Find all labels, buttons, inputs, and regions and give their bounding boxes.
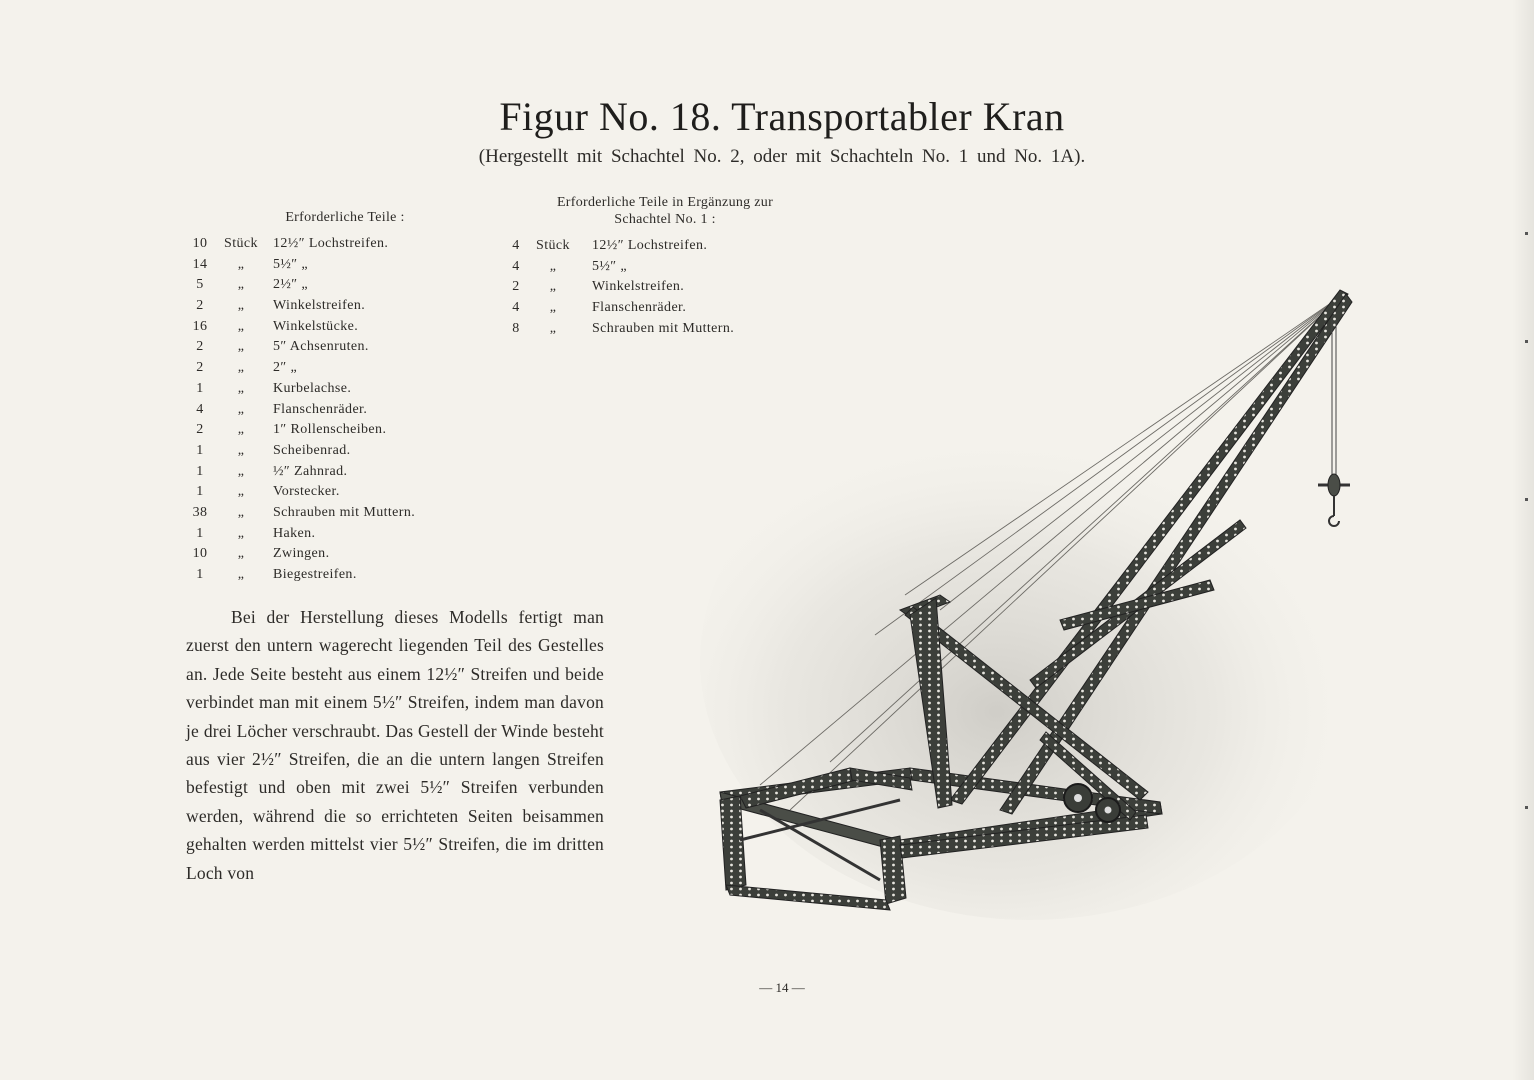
edge-mark: [1525, 340, 1528, 343]
part-unit: „: [549, 320, 557, 336]
parts-list-row: [188, 420, 508, 441]
parts-list-row: [508, 236, 828, 257]
part-unit: „: [237, 277, 245, 293]
parts-list-row: [188, 379, 508, 400]
parts-list-row: [188, 337, 508, 358]
edge-mark: [1525, 806, 1528, 809]
part-description: 1″ Rollenscheiben.: [273, 422, 387, 438]
part-quantity: 1: [196, 525, 204, 541]
part-description: Schrauben mit Muttern.: [592, 320, 735, 336]
parts-required-heading: Erforderliche Teile :: [285, 210, 405, 225]
parts-list-row: [508, 257, 828, 278]
part-unit: „: [237, 360, 245, 376]
parts-list-row: [188, 482, 508, 503]
part-unit: Stück: [536, 238, 570, 253]
part-description: 5″ Achsenruten.: [273, 339, 369, 355]
part-quantity: 2: [196, 298, 204, 314]
part-quantity: 1: [196, 567, 204, 582]
part-quantity: 2: [196, 422, 204, 438]
part-unit: „: [549, 258, 557, 274]
edge-mark: [1525, 232, 1528, 235]
parts-list-row: [188, 565, 508, 586]
parts-list-row: [188, 275, 508, 296]
part-quantity: 1: [196, 463, 204, 479]
part-description: Kurbelachse.: [273, 380, 352, 396]
part-quantity: 4: [196, 401, 204, 417]
crane-hook: [1318, 320, 1350, 526]
part-description: 12½″ Lochstreifen.: [592, 238, 708, 253]
page-number: — 14 —: [759, 980, 805, 995]
part-unit: Stück: [224, 236, 258, 251]
part-quantity: 14: [192, 256, 208, 272]
parts-list-row: [188, 524, 508, 545]
body-paragraph: Bei der Herstellung dieses Modells fertigt man zuerst den untern wagerecht liegenden Teil des Gestelles an. Jede Seite besteht aus einem 12½″ Streifen und beide verbindet man mit einem 5½″ Streifen, indem man davon je drei Löcher verschraubt. Das Gestell der Winde besteht aus vier 2½″ Streifen, die an die untern langen Streifen befestigt und oben mit zwei 5½″ Streifen verbunden werden, während die so errichteten Seiten beisammen gehalten werden mittelst vier 5½″ Streifen, die im dritten Loch von: [186, 607, 604, 883]
part-description: 2½″ „: [273, 277, 309, 293]
parts-list-row: [188, 503, 508, 524]
part-unit: „: [237, 422, 245, 438]
part-quantity: 2: [512, 279, 520, 295]
part-quantity: 8: [512, 320, 520, 336]
part-quantity: 4: [512, 258, 520, 274]
part-description: 5½″ „: [273, 256, 309, 272]
parts-supplement-heading-line1: Erforderliche Teile in Ergänzung zur: [556, 195, 774, 210]
part-quantity: 2: [196, 339, 204, 355]
crane-illustration: [700, 280, 1360, 920]
part-description: Flanschenräder.: [592, 300, 687, 316]
parts-list-row: [188, 544, 508, 565]
part-description: Winkelstreifen.: [592, 279, 685, 295]
parts-supplement-heading-line2: Schachtel No. 1 :: [614, 212, 716, 227]
page-subtitle: (Hergestellt mit Schachtel No. 2, oder mit Schachteln No. 1 und No. 1A).: [478, 146, 1086, 167]
part-quantity: 5: [196, 277, 204, 293]
parts-list-row: [188, 234, 508, 255]
parts-list-row: [188, 296, 508, 317]
part-quantity: 1: [196, 380, 204, 396]
part-unit: „: [237, 298, 245, 314]
part-unit: „: [237, 318, 245, 334]
part-quantity: 4: [512, 238, 520, 253]
part-unit: „: [237, 463, 245, 479]
part-unit: „: [549, 279, 557, 295]
part-description: Zwingen.: [273, 546, 330, 562]
part-quantity: 1: [196, 442, 204, 458]
part-description: Haken.: [273, 525, 316, 541]
part-unit: „: [237, 442, 245, 458]
part-description: 5½″ „: [592, 258, 628, 274]
body-text: [186, 603, 604, 887]
part-unit: „: [237, 567, 245, 582]
part-unit: „: [549, 300, 557, 316]
part-quantity: 4: [512, 300, 520, 316]
parts-list-row: [188, 255, 508, 276]
part-description: Winkelstücke.: [273, 318, 359, 334]
part-description: 12½″ Lochstreifen.: [273, 236, 389, 251]
part-description: Biegestreifen.: [273, 567, 357, 582]
part-unit: „: [237, 380, 245, 396]
parts-supplement-heading: [490, 194, 840, 228]
part-quantity: 16: [192, 318, 208, 334]
part-unit: „: [237, 256, 245, 272]
parts-list-row: [188, 462, 508, 483]
parts-required-list: [188, 234, 508, 586]
parts-list-row: [188, 441, 508, 462]
page-title: Figur No. 18. Transportabler Kran: [499, 94, 1065, 139]
edge-mark: [1525, 498, 1528, 501]
part-unit: „: [237, 401, 245, 417]
part-quantity: 2: [196, 360, 204, 376]
part-description: ½″ Zahnrad.: [273, 463, 348, 479]
part-description: Flanschenräder.: [273, 401, 368, 417]
part-quantity: 1: [196, 484, 204, 500]
part-description: 2″ „: [273, 360, 298, 376]
part-unit: „: [237, 504, 245, 520]
part-unit: „: [237, 339, 245, 355]
part-description: Winkelstreifen.: [273, 298, 366, 314]
part-unit: „: [237, 546, 245, 562]
part-unit: „: [237, 525, 245, 541]
part-quantity: 38: [192, 504, 208, 520]
parts-list-row: [188, 400, 508, 421]
part-quantity: 10: [192, 236, 208, 251]
part-description: Vorstecker.: [273, 484, 340, 500]
parts-list-row: [188, 317, 508, 338]
part-unit: „: [237, 484, 245, 500]
part-description: Schrauben mit Muttern.: [273, 504, 416, 520]
part-description: Scheibenrad.: [273, 442, 351, 458]
parts-list-row: [188, 358, 508, 379]
part-quantity: 10: [192, 546, 208, 562]
